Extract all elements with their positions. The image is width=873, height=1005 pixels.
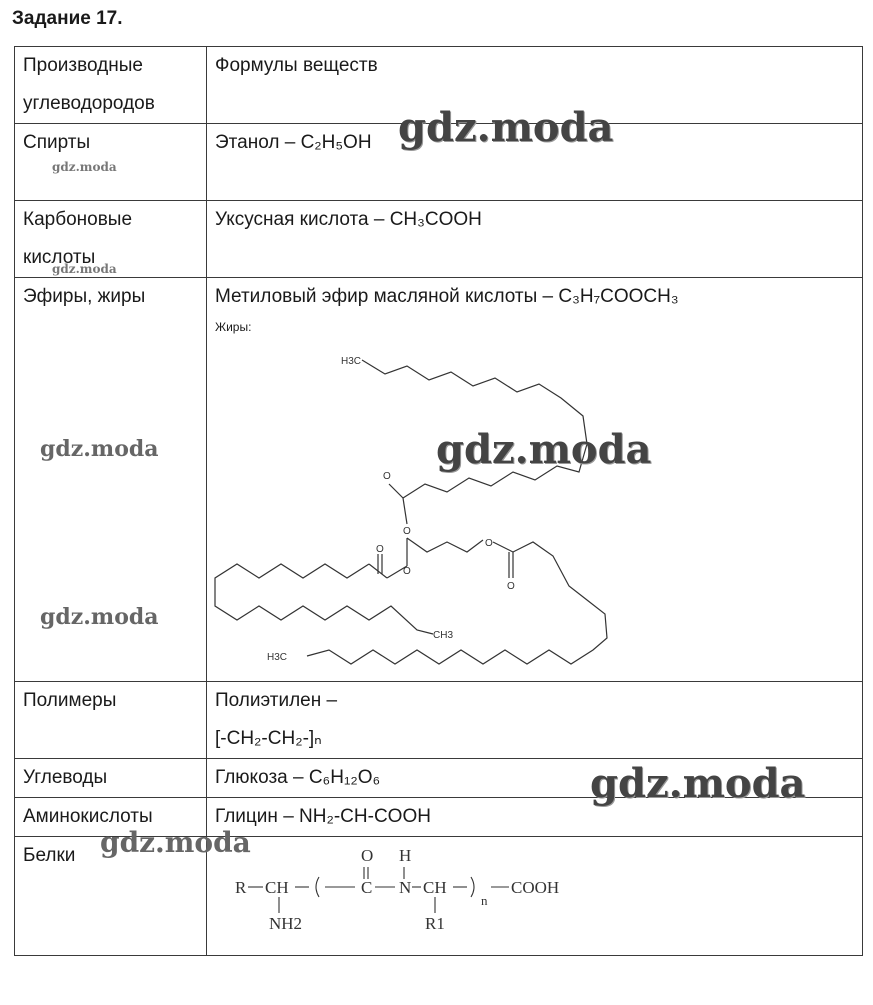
header-col-derivatives: Производные углеводородов — [15, 47, 207, 124]
oxygen-label: O — [485, 538, 493, 549]
oxygen-label: O — [383, 471, 391, 482]
derivatives-table — [14, 46, 863, 956]
formula-cell: Этанол – C₂H₅OH — [207, 124, 863, 201]
oxygen-label: O — [403, 566, 411, 577]
triglyceride-structure — [207, 334, 847, 674]
cooh-label: COOH — [511, 878, 560, 897]
table-row — [15, 682, 863, 759]
table-row — [15, 278, 863, 682]
category-cell: Спирты — [15, 124, 207, 201]
formula-cell: Глюкоза – C₆H₁₂O₆ — [207, 759, 863, 798]
category-cell: Белки — [15, 837, 207, 956]
watermark: gdz.moda — [590, 760, 806, 807]
formula-cell: Полиэтилен – [-CH₂-CH₂-]ₙ — [207, 682, 863, 759]
r-label: R — [235, 878, 247, 897]
watermark: gdz.moda — [52, 262, 117, 276]
carbon-label: C — [361, 878, 373, 897]
oxygen-label: O — [361, 846, 374, 865]
table-row — [15, 798, 863, 837]
formula-cell — [207, 837, 863, 956]
table-row — [15, 837, 863, 956]
category-cell: Карбоновые кислоты — [15, 201, 207, 278]
category-cell: Углеводы — [15, 759, 207, 798]
watermark: gdz.moda — [100, 826, 251, 859]
table-row — [15, 124, 863, 201]
watermark: gdz.moda — [398, 104, 614, 151]
methyl-label: CH3 — [433, 630, 454, 641]
formula-cell — [207, 278, 863, 682]
amine-label: NH2 — [269, 914, 303, 933]
hydrogen-label: H — [399, 846, 412, 865]
ch-label: CH — [423, 878, 447, 897]
oxygen-label: O — [507, 581, 515, 592]
page-title: Задание 17. — [12, 8, 123, 29]
category-cell: Полимеры — [15, 682, 207, 759]
header-col-formulas: Формулы веществ — [207, 47, 863, 124]
nitrogen-label: N — [399, 878, 412, 897]
protein-structure — [215, 841, 635, 941]
category-cell: Эфиры, жиры — [15, 278, 207, 682]
table-row — [15, 759, 863, 798]
watermark: gdz.moda — [52, 160, 117, 174]
oxygen-label: O — [403, 526, 411, 537]
fats-label: Жиры: — [215, 320, 252, 334]
table-header-row — [15, 47, 863, 124]
oxygen-label: O — [376, 544, 384, 555]
watermark: gdz.moda — [436, 426, 652, 473]
r1-label: R1 — [425, 914, 445, 933]
formula-cell: Глицин – NH₂-CH-COOH — [207, 798, 863, 837]
ester-formula: Метиловый эфир масляной кислоты – C₃H₇COOCH₃ — [215, 286, 679, 307]
table-row — [15, 201, 863, 278]
watermark: gdz.moda — [40, 604, 159, 630]
methyl-label: H3C — [267, 652, 288, 663]
category-cell: Аминокислоты — [15, 798, 207, 837]
watermark: gdz.moda — [40, 436, 159, 462]
methyl-label: H3C — [341, 356, 362, 367]
ch-label: CH — [265, 878, 289, 897]
n-subscript: n — [481, 893, 488, 908]
formula-cell: Уксусная кислота – CH₃COOH — [207, 201, 863, 278]
